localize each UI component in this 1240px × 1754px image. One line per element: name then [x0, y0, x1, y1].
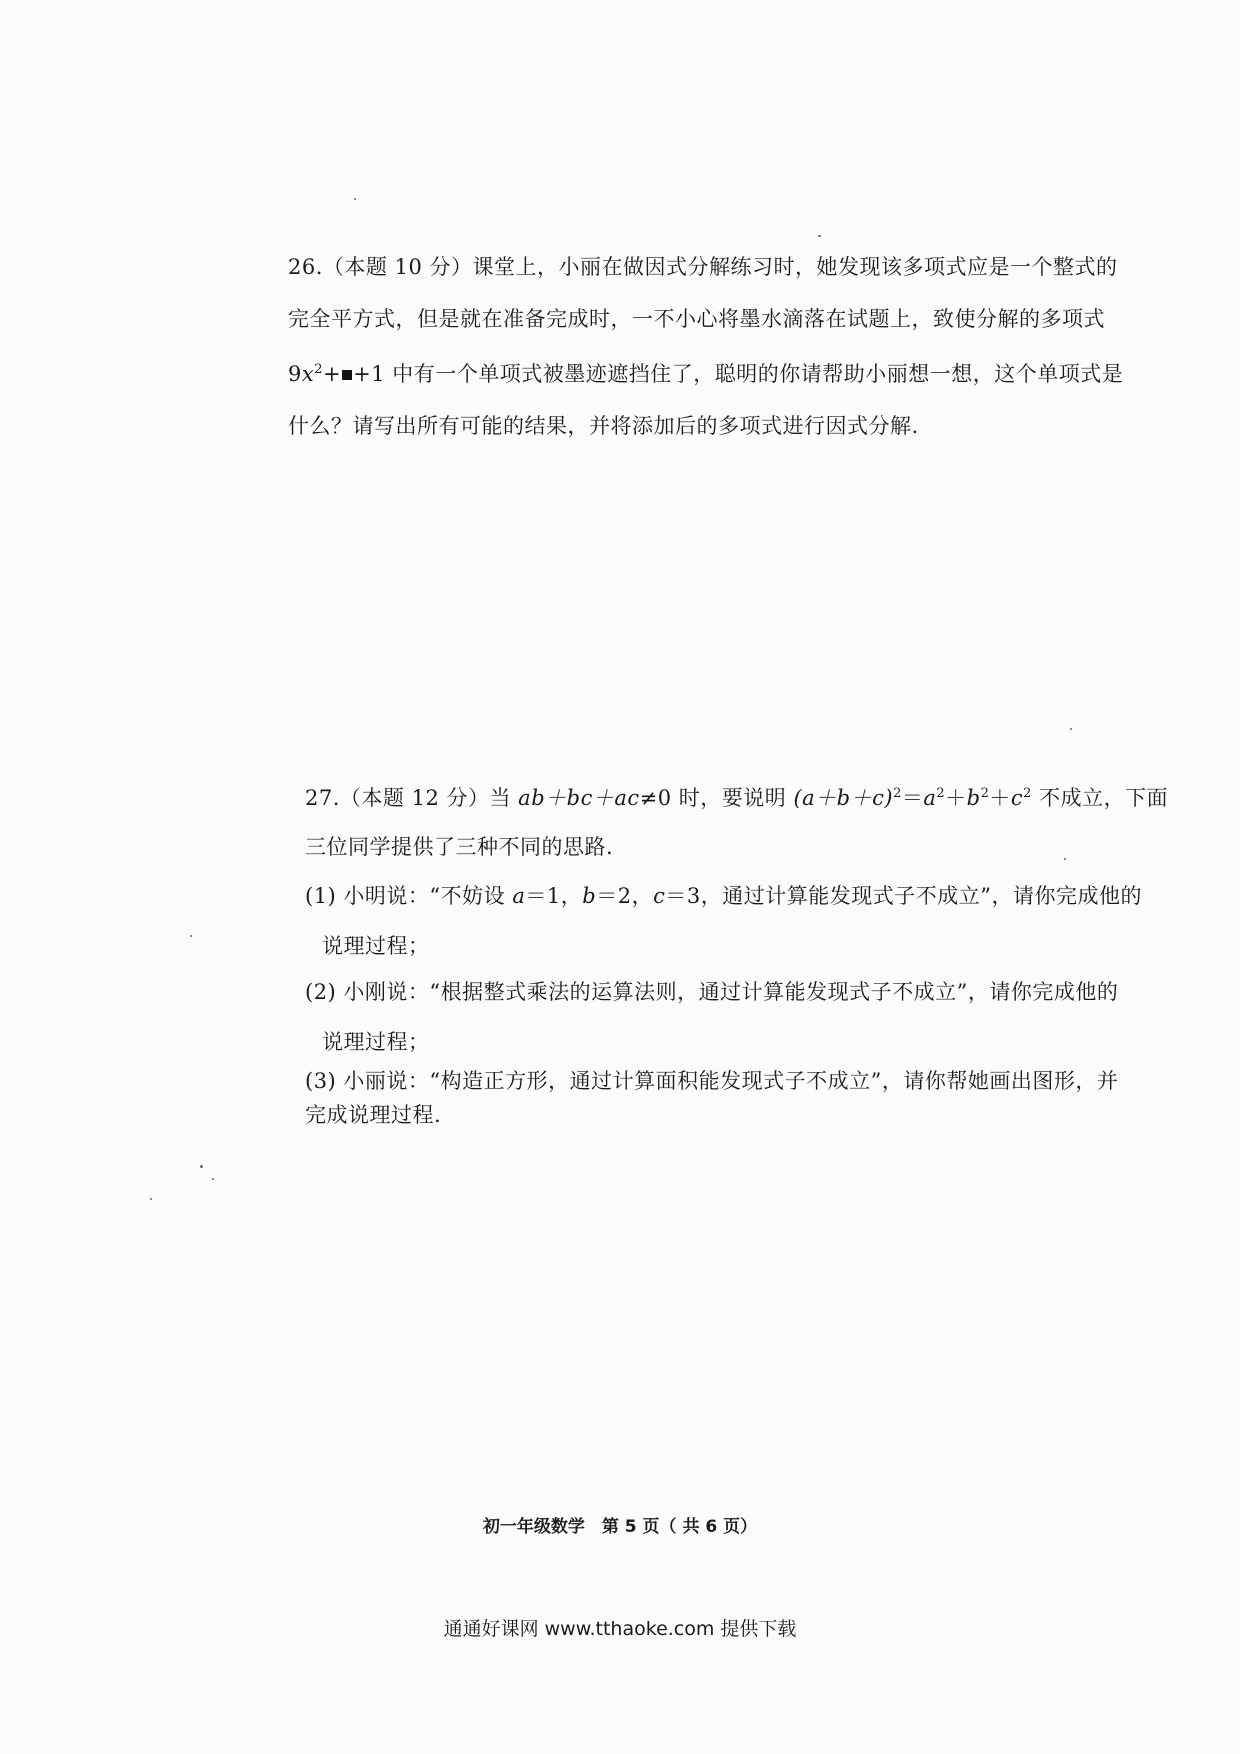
part1-text: ＝1，	[525, 884, 583, 908]
q27-part1-line-1	[305, 882, 1142, 910]
q27-text: 当	[489, 786, 519, 810]
identity-expression	[793, 786, 1032, 810]
exponent: 2	[936, 786, 946, 801]
exponent: 2	[1023, 786, 1032, 801]
q26-line-4: 什么？请写出所有可能的结果，并将添加后的多项式进行因式分解.	[288, 414, 919, 438]
lhs: (a＋b＋c)	[793, 786, 894, 810]
var-b: b	[966, 786, 981, 810]
scan-speck	[212, 1178, 214, 1180]
exponent: 2	[893, 786, 902, 801]
scan-speck	[818, 235, 821, 237]
plus-one: +1	[353, 362, 386, 386]
q26-line-1	[288, 253, 1117, 281]
q27-part1-line-2: 说理过程；	[322, 934, 430, 958]
part1-text: ＝3，通过计算能发现式子不成立”，请你完成他的	[665, 884, 1142, 908]
scan-speck	[150, 1198, 152, 1200]
q26-line-3	[288, 360, 1123, 388]
q26-polynomial	[288, 362, 385, 386]
download-watermark: 通通好课网 www.tthaoke.com 提供下载	[443, 1618, 797, 1640]
q26-score: （本题 10 分）	[322, 255, 473, 279]
var-a: a	[512, 884, 526, 908]
scan-speck	[354, 198, 356, 200]
q26-text-1: 课堂上，小丽在做因式分解练习时，她发现该多项式应是一个整式的	[472, 255, 1118, 279]
exponent: 2	[314, 362, 323, 377]
exponent: 2	[980, 786, 990, 801]
q26-number: 26.	[288, 255, 323, 279]
q27-part2-line-1: (2) 小刚说：“根据整式乘法的运算法则，通过计算能发现式子不成立”，请你完成他的	[305, 980, 1119, 1004]
q27-score: （本题 12 分）	[339, 786, 490, 810]
var-c: c	[1010, 786, 1024, 810]
q27-number: 27.	[305, 786, 340, 810]
var-b: b	[582, 884, 597, 908]
q27-part2-line-2: 说理过程；	[322, 1030, 430, 1054]
part1-text: ＝2，	[596, 884, 654, 908]
ink-blot	[342, 370, 352, 380]
equals: ＝	[901, 786, 924, 810]
scan-speck	[1070, 728, 1072, 730]
condition-expression: ab＋bc＋ac	[518, 786, 640, 810]
plus: ＋	[989, 786, 1011, 810]
scan-speck	[190, 935, 192, 937]
q27-text: ≠0 时，要说明	[639, 786, 794, 810]
scan-speck	[200, 1165, 203, 1168]
q26-text-3: 中有一个单项式被墨迹遮挡住了，聪明的你请帮助小丽想一想，这个单项式是	[385, 362, 1124, 386]
var-c: c	[653, 884, 666, 908]
plus: +	[323, 362, 342, 386]
page-footer: 初一年级数学 第 5 页（ 共 6 页）	[482, 1517, 758, 1537]
variable-x: x	[301, 362, 315, 386]
var-a: a	[923, 786, 937, 810]
coef: 9	[288, 362, 302, 386]
q27-part3-line-2: 完成说理过程.	[305, 1103, 442, 1127]
q27-part3-line-1: (3) 小丽说：“构造正方形，通过计算面积能发现式子不成立”，请你帮她画出图形，并	[305, 1069, 1119, 1093]
q27-text: 不成立，下面	[1031, 786, 1169, 810]
scan-speck	[1064, 858, 1066, 860]
q27-line-2: 三位同学提供了三种不同的思路.	[305, 835, 614, 859]
part1-text: (1) 小明说：“不妨设	[305, 884, 513, 908]
q27-line-1	[305, 784, 1168, 812]
plus: ＋	[945, 786, 967, 810]
q26-line-2: 完全平方式，但是就在准备完成时，一不小心将墨水滴落在试题上，致使分解的多项式	[288, 307, 1105, 331]
